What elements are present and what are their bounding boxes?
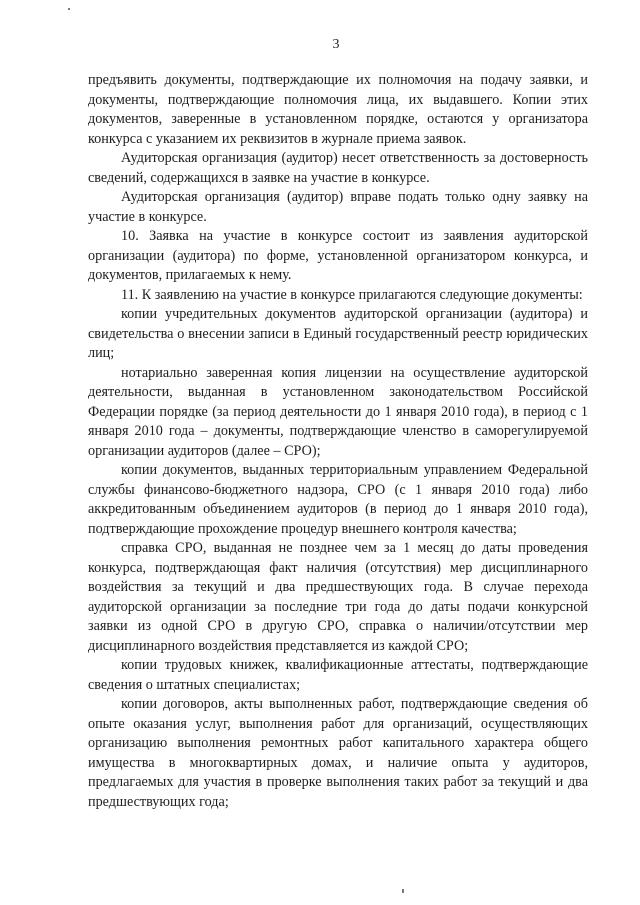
paragraph-auditor-responsibility: Аудиторская организация (аудитор) несет ответственность за достоверность сведений, содержащихся в заявке на участие в конкурсе.: [88, 150, 588, 186]
list-item-sro-certificate: справка СРО, выданная не позднее чем за 1 месяц до даты проведения конкурса, подтверждающая факт наличия (отсутствия) мер дисциплинарного воздействия за текущий и два предшествующих года. В случае перехода аудиторской организации за последние три года до даты подачи конкурсной заявки из одной СРО в другую СРО, справка о наличии/отсутствии мер дисциплинарного воздействия представляется из каждой СРО;: [88, 540, 588, 654]
scan-speck: [402, 889, 404, 893]
document-body: [88, 71, 588, 812]
paragraph-item-10: 10. Заявка на участие в конкурсе состоит из заявления аудиторской организации (аудитора) по форме, установленной организатором конкурса, и документов, прилагаемых к нему.: [88, 228, 588, 283]
list-item-license-copy: нотариально заверенная копия лицензии на осуществление аудиторской деятельности, выданная в установленном законодательством Российской Федерации порядке (за период деятельности до 1 января 2010 года), в период с 1 января 2010 года – документы, подтверждающие членство в саморегулируемой организации аудиторов (далее – СРО);: [88, 364, 588, 459]
paragraph-continuation: предъявить документы, подтверждающие их полномочия на подачу заявки, и документы, подтверждающие полномочия лица, их выдавшего. Копии этих документов, заверенные в установленном порядке, остаются у организатора конкурса с указанием их реквизитов в журнале приема заявок.: [88, 72, 588, 147]
list-item-quality-control-documents: копии документов, выданных территориальным управлением Федеральной службы финансово-бюджетного надзора, СРО (с 1 января 2010 года) либо аккредитованным объединением аудиторов (в период до 1 января 2010 года), подтверждающие прохождение процедур внешнего контроля качества;: [88, 462, 588, 537]
scan-speck: [68, 8, 70, 10]
page-number: 3: [332, 37, 340, 52]
list-item-contracts-and-acts: копии договоров, акты выполненных работ, подтверждающие сведения об опыте оказания услуг, выполнения работ для организаций, осуществляющих организацию выполнения ремонтных работ капитального характера общего имущества в многоквартирных домах, и наличие опыта у аудиторов, предлагаемых для участия в проверке выполнения таких работ за текущий и два предшествующих года;: [88, 696, 588, 810]
list-item-founding-documents: копии учредительных документов аудиторской организации (аудитора) и свидетельства о внесении записи в Единый государственный реестр юридических лиц;: [88, 306, 588, 361]
list-item-employment-records: копии трудовых книжек, квалификационные аттестаты, подтверждающие сведения о штатных специалистах;: [88, 657, 588, 693]
paragraph-item-11: 11. К заявлению на участие в конкурсе прилагаются следующие документы:: [121, 286, 583, 303]
paragraph-single-application: Аудиторская организация (аудитор) вправе подать только одну заявку на участие в конкурсе.: [88, 189, 588, 225]
